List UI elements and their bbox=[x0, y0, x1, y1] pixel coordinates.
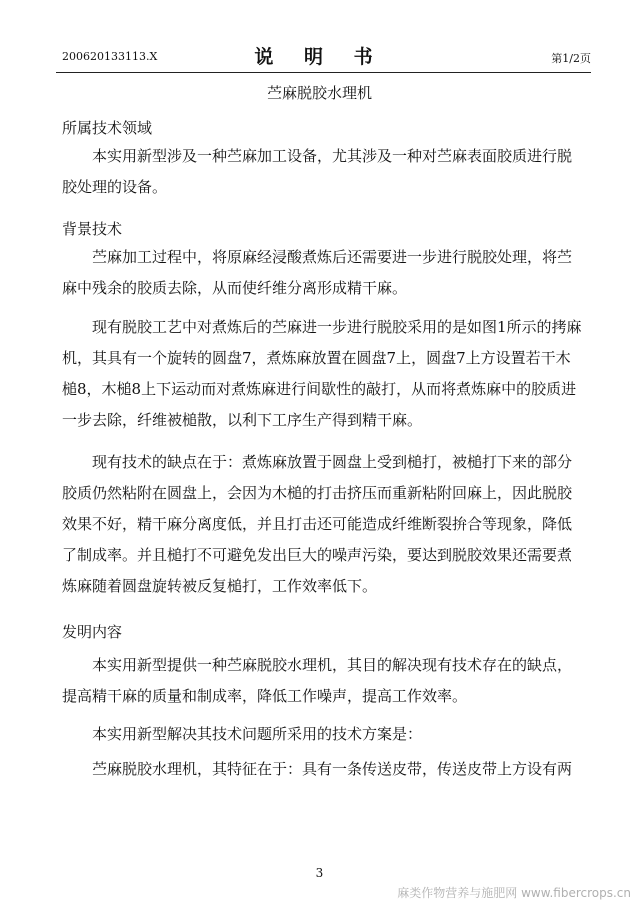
document-type-title: 说 明 书 bbox=[254, 46, 385, 68]
paragraph: 本实用新型涉及一种苎麻加工设备，尤其涉及一种对苎麻表面胶质进行脱胶处理的设备。 bbox=[62, 147, 573, 196]
paragraph: 苎麻加工过程中，将原麻经浸酸煮炼后还需要进一步进行脱胶处理，将苎麻中残余的胶质去除，从而使纤维分离形成精干麻。 bbox=[62, 248, 573, 297]
document-number: 200620133113.X bbox=[62, 50, 158, 63]
paragraph: 本实用新型解决其技术问题所采用的技术方案是： bbox=[92, 725, 423, 743]
section-heading-field: 所属技术领域 bbox=[62, 119, 153, 137]
invention-title: 苎麻脱胶水理机 bbox=[266, 84, 372, 102]
page-number: 3 bbox=[315, 866, 324, 880]
paragraph: 现有脱胶工艺中对煮炼后的苎麻进一步进行脱胶采用的是如图1所示的拷麻机，其具有一个旋转的圆盘7，煮炼麻放置在圆盘7上，圆盘7上方设置若干木槌8，木槌8上下运动而对煮炼麻进行间歇性的敲打，从而将煮炼麻中的胶质进一步去除，纤维被槌散，以利下工序生产得到精干麻。 bbox=[62, 318, 582, 429]
header-divider bbox=[56, 72, 591, 73]
paragraph: 本实用新型提供一种苎麻脱胶水理机，其目的解决现有技术存在的缺点，提高精干麻的质量和制成率，降低工作噪声，提高工作效率。 bbox=[62, 656, 573, 705]
section-heading-summary: 发明内容 bbox=[62, 623, 123, 641]
page-info: 第1/2页 bbox=[551, 52, 591, 65]
watermark: 麻类作物营养与施肥网 www.fibercrops.cn bbox=[397, 886, 631, 900]
paragraph: 现有技术的缺点在于：煮炼麻放置于圆盘上受到槌打，被槌打下来的部分胶质仍然粘附在圆盘上，会因为木槌的打击挤压而重新粘附回麻上，因此脱胶效果不好，精干麻分离度低，并且打击还可能造成纤维断裂拚合等现象，降低了制成率。并且槌打不可避免发出巨大的噪声污染，要达到脱胶效果还需要煮炼麻随着圆盘旋转被反复槌打，工作效率低下。 bbox=[62, 453, 573, 595]
section-heading-background: 背景技术 bbox=[62, 220, 123, 238]
paragraph: 苎麻脱胶水理机，其特征在于：具有一条传送皮带，传送皮带上方设有两 bbox=[92, 760, 573, 778]
